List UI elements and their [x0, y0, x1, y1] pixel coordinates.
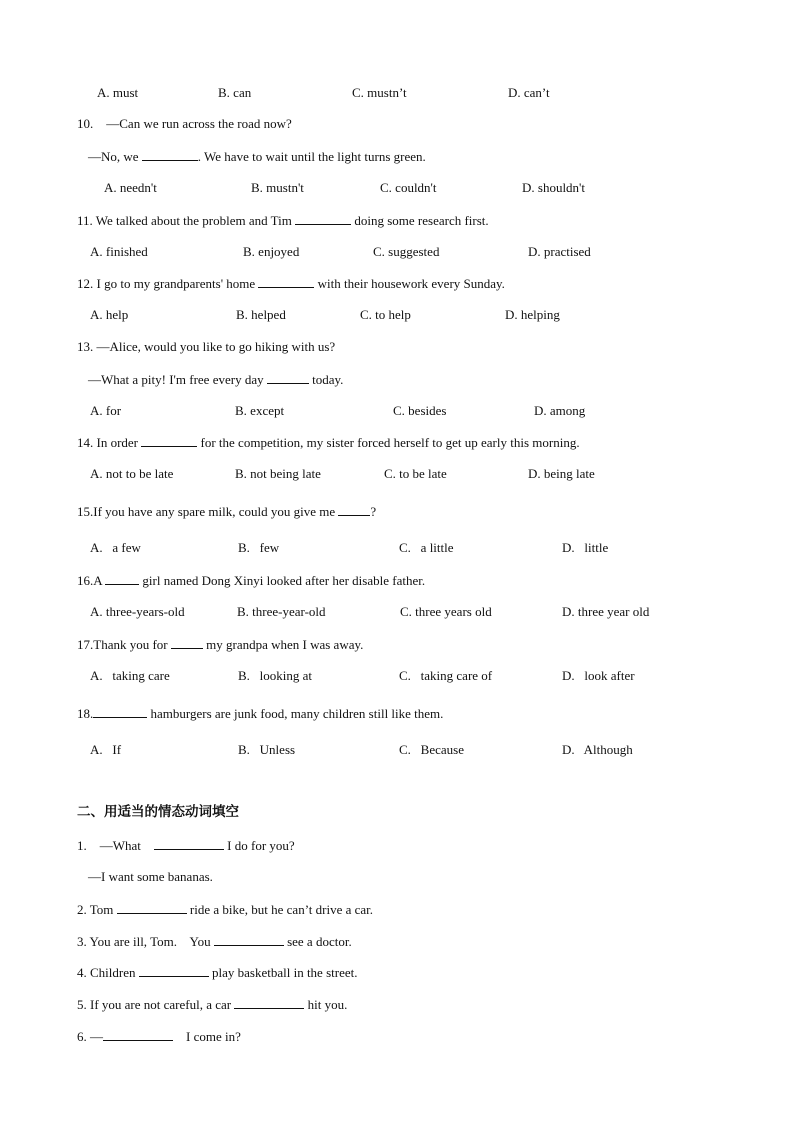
s2-item-3-start: 3. You are ill, Tom. You — [77, 934, 214, 949]
q11-stem — [77, 212, 489, 229]
s2-item-1 — [77, 837, 295, 854]
q17-option-c: C. taking care of — [399, 668, 493, 683]
q13-stem: 13. —Alice, would you like to go hiking with us? — [77, 339, 336, 354]
q9-option-c: C. mustn’t — [352, 85, 407, 100]
q13-option-b: B. except — [235, 403, 285, 418]
q15-stem-start: 15.If you have any spare milk, could you give me — [77, 504, 339, 519]
answer-blank — [141, 434, 197, 447]
answer-blank — [103, 1028, 173, 1041]
q17-stem-end: my grandpa when I was away. — [202, 637, 364, 652]
q11-stem-start: 11. We talked about the problem and Tim — [77, 213, 296, 228]
s2-item-5 — [77, 996, 347, 1013]
q15-option-d: D. little — [562, 540, 609, 555]
s2-item-6-start: 6. — — [77, 1029, 103, 1044]
q13-option-a: A. for — [90, 403, 122, 418]
answer-blank — [214, 933, 284, 946]
q15-stem-end: ? — [370, 504, 377, 519]
answer-blank — [295, 212, 351, 225]
answer-blank — [154, 837, 224, 850]
s2-item-5-start: 5. If you are not careful, a car — [77, 997, 235, 1012]
answer-blank — [105, 572, 139, 585]
q12-option-a: A. help — [90, 307, 129, 322]
q16-option-b: B. three-year-old — [237, 604, 326, 619]
q18-option-b: B. Unless — [238, 742, 296, 757]
s2-item-6 — [77, 1028, 241, 1045]
q10-option-d: D. shouldn't — [522, 180, 586, 195]
q18-option-d: D. Although — [562, 742, 633, 757]
q10-option-b: B. mustn't — [251, 180, 304, 195]
q13-reply-start: —What a pity! I'm free every day — [88, 372, 267, 387]
q10-stem: 10. —Can we run across the road now? — [77, 116, 292, 131]
q14-option-b: B. not being late — [235, 466, 321, 481]
s2-item-4-end: play basketball in the street. — [208, 965, 358, 980]
q15-option-a: A. a few — [90, 540, 141, 555]
s2-item-5-end: hit you. — [304, 997, 348, 1012]
q16-stem — [77, 572, 425, 589]
q17-stem-start: 17.Thank you for — [77, 637, 171, 652]
answer-blank — [234, 996, 304, 1009]
q15-option-c: C. a little — [399, 540, 454, 555]
s2-item-6-end: I come in? — [173, 1029, 241, 1044]
q17-option-a: A. taking care — [90, 668, 170, 683]
answer-blank — [117, 901, 187, 914]
s2-item-4 — [77, 964, 357, 981]
q11-option-d: D. practised — [528, 244, 591, 259]
q18-stem — [77, 705, 443, 722]
q16-option-d: D. three year old — [562, 604, 650, 619]
s2-item-1-start: 1. —What — [77, 838, 154, 853]
q11-option-b: B. enjoyed — [243, 244, 300, 259]
q9-option-d: D. can’t — [508, 85, 550, 100]
q17-stem — [77, 636, 363, 653]
q14-stem-start: 14. In order — [77, 435, 142, 450]
answer-blank — [267, 371, 309, 384]
s2-item-1-reply: —I want some bananas. — [88, 869, 213, 884]
q13-option-c: C. besides — [393, 403, 447, 418]
s2-item-2-end: ride a bike, but he can’t drive a car. — [186, 902, 374, 917]
q10-reply — [88, 148, 426, 165]
q12-stem-end: with their housework every Sunday. — [314, 276, 505, 291]
q11-option-c: C. suggested — [373, 244, 440, 259]
q12-option-b: B. helped — [236, 307, 286, 322]
section-heading: 二、用适当的情态动词填空 — [77, 804, 239, 820]
q18-stem-start: 18. — [77, 706, 94, 721]
q12-stem-start: 12. I go to my grandparents' home — [77, 276, 259, 291]
q18-stem-end: hamburgers are junk food, many children still like them. — [147, 706, 444, 721]
q17-option-b: B. looking at — [238, 668, 313, 683]
answer-blank — [338, 503, 370, 516]
q12-stem — [77, 275, 505, 292]
q10-reply-start: —No, we — [88, 149, 142, 164]
q11-stem-end: doing some research first. — [351, 213, 489, 228]
q18-option-c: C. Because — [399, 742, 464, 757]
q17-option-d: D. look after — [562, 668, 635, 683]
q13-option-d: D. among — [534, 403, 586, 418]
s2-item-2-start: 2. Tom — [77, 902, 117, 917]
q15-stem — [77, 503, 376, 520]
q16-stem-end: girl named Dong Xinyi looked after her disable father. — [139, 573, 426, 588]
q16-option-a: A. three-years-old — [90, 604, 185, 619]
q14-stem-end: for the competition, my sister forced herself to get up early this morning. — [197, 435, 580, 450]
q14-stem — [77, 434, 580, 451]
answer-blank — [171, 636, 203, 649]
q9-option-a: A. must — [97, 85, 139, 100]
q13-reply-end: today. — [308, 372, 344, 387]
q11-option-a: A. finished — [90, 244, 148, 259]
q16-option-c: C. three years old — [400, 604, 492, 619]
answer-blank — [93, 705, 147, 718]
s2-item-3 — [77, 933, 352, 950]
q16-stem-start: 16.A — [77, 573, 106, 588]
answer-blank — [142, 148, 198, 161]
q10-reply-end: . We have to wait until the light turns green. — [197, 149, 426, 164]
s2-item-1-end: I do for you? — [223, 838, 295, 853]
answer-blank — [258, 275, 314, 288]
q9-option-b: B. can — [218, 85, 252, 100]
q12-option-d: D. helping — [505, 307, 560, 322]
q14-option-d: D. being late — [528, 466, 595, 481]
s2-item-3-end: see a doctor. — [283, 934, 352, 949]
s2-item-2 — [77, 901, 373, 918]
q15-option-b: B. few — [238, 540, 280, 555]
q13-reply — [88, 371, 343, 388]
q12-option-c: C. to help — [360, 307, 411, 322]
answer-blank — [139, 964, 209, 977]
q14-option-c: C. to be late — [384, 466, 447, 481]
s2-item-4-start: 4. Children — [77, 965, 139, 980]
q14-option-a: A. not to be late — [90, 466, 174, 481]
q10-option-a: A. needn't — [104, 180, 157, 195]
q10-option-c: C. couldn't — [380, 180, 437, 195]
q18-option-a: A. If — [90, 742, 122, 757]
